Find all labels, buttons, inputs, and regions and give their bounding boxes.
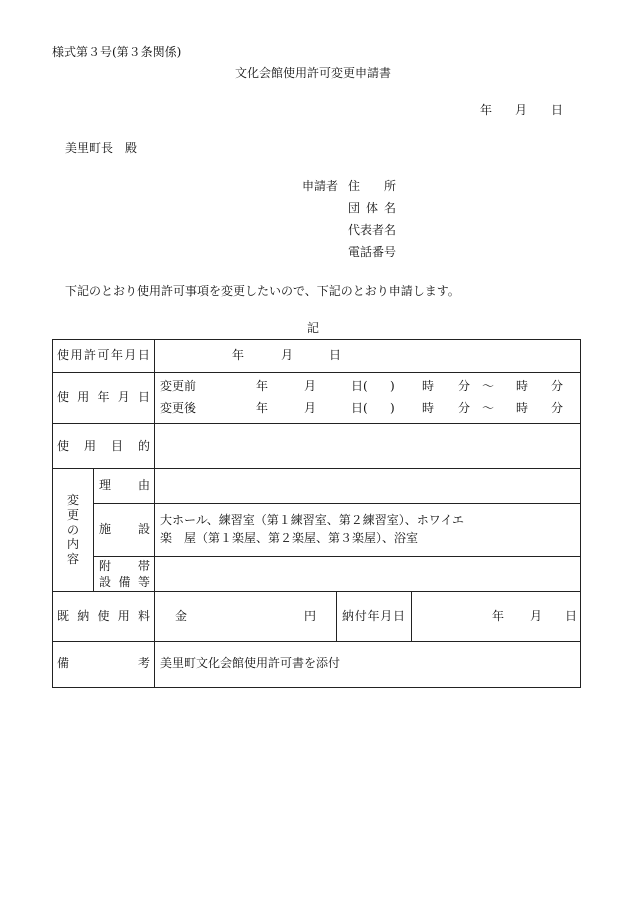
after-range-tilde: ～ <box>482 401 495 415</box>
date-month-label: 月 <box>515 103 528 117</box>
applicant-address-label: 住 所 <box>348 179 396 193</box>
before-day: 日( <box>351 379 368 393</box>
payment-date-day: 日 <box>565 609 578 623</box>
before-to-minute: 分 <box>551 379 564 393</box>
paid-fee-label: 既 納 使 用 料 <box>57 609 150 623</box>
date-day-label: 日 <box>551 103 564 117</box>
applicant-organization-label: 団 体 名 <box>348 201 396 215</box>
table-rule <box>154 339 155 688</box>
permit-date-label: 使 用 許 可 年 月 日 <box>57 348 150 362</box>
ki-heading: 記 <box>307 321 320 335</box>
table-rule <box>93 556 581 557</box>
before-weekday-close: ) <box>390 379 395 393</box>
fee-unit: 円 <box>304 609 317 623</box>
permit-date-year: 年 <box>232 348 245 362</box>
permit-date-day: 日 <box>329 348 342 362</box>
equipment-label-line-1: 附 帯 <box>99 559 150 573</box>
table-rule <box>52 423 581 424</box>
remarks-label: 備 考 <box>57 656 150 670</box>
after-from-hour: 時 <box>422 401 435 415</box>
facility-label: 施 設 <box>99 522 150 536</box>
table-rule <box>580 339 581 688</box>
request-statement: 下記のとおり使用許可事項を変更したいので、下記のとおり申請します。 <box>65 284 460 298</box>
use-date-label: 使 用 年 月 日 <box>57 390 150 404</box>
table-rule <box>93 503 581 504</box>
payment-date-year: 年 <box>492 609 505 623</box>
applicant-phone-label: 電 話 番 号 <box>348 245 397 259</box>
form-number: 様式第３号(第３条関係) <box>52 45 182 59</box>
remarks-value: 美里町文化会館使用許可書を添付 <box>160 656 341 670</box>
before-to-hour: 時 <box>516 379 529 393</box>
permit-date-month: 月 <box>281 348 294 362</box>
before-range-tilde: ～ <box>482 379 495 393</box>
table-rule <box>336 591 337 641</box>
facility-line-1: 大ホール、練習室（第１練習室、第２練習室）、ホワイエ <box>160 513 464 527</box>
table-rule <box>52 591 581 592</box>
date-year-label: 年 <box>480 103 493 117</box>
purpose-label: 使 用 目 的 <box>57 439 150 453</box>
table-rule <box>52 339 581 340</box>
before-year: 年 <box>256 379 269 393</box>
document-title: 文化会館使用許可変更申請書 <box>234 66 391 80</box>
addressee: 美里町長 殿 <box>65 141 138 155</box>
after-weekday-close: ) <box>390 401 395 415</box>
payment-date-label: 納 付 年 月 日 <box>342 609 405 623</box>
before-from-minute: 分 <box>458 379 471 393</box>
applicant-representative-label: 代 表 者 名 <box>348 223 397 237</box>
table-rule <box>52 468 581 469</box>
facility-line-2: 楽 屋（第１楽屋、第２楽屋、第３楽屋）、浴室 <box>160 531 419 545</box>
after-from-minute: 分 <box>458 401 471 415</box>
reason-label: 理 由 <box>99 478 150 492</box>
table-rule <box>52 372 581 373</box>
fee-prefix: 金 <box>175 609 188 623</box>
table-rule <box>52 687 581 688</box>
after-to-hour: 時 <box>516 401 529 415</box>
change-contents-label: 変 更 の 内 容 <box>66 493 79 566</box>
before-change-label: 変更前 <box>160 379 197 393</box>
before-from-hour: 時 <box>422 379 435 393</box>
after-day: 日( <box>351 401 368 415</box>
table-rule <box>411 591 412 641</box>
equipment-label-line-2: 設 備 等 <box>99 575 150 589</box>
after-month: 月 <box>304 401 317 415</box>
table-rule <box>93 468 94 591</box>
applicant-label: 申請者 <box>302 179 339 193</box>
table-rule <box>52 339 53 688</box>
after-to-minute: 分 <box>551 401 564 415</box>
after-change-label: 変更後 <box>160 401 197 415</box>
before-month: 月 <box>304 379 317 393</box>
payment-date-month: 月 <box>530 609 543 623</box>
application-table <box>52 339 581 688</box>
after-year: 年 <box>256 401 269 415</box>
table-rule <box>52 641 581 642</box>
